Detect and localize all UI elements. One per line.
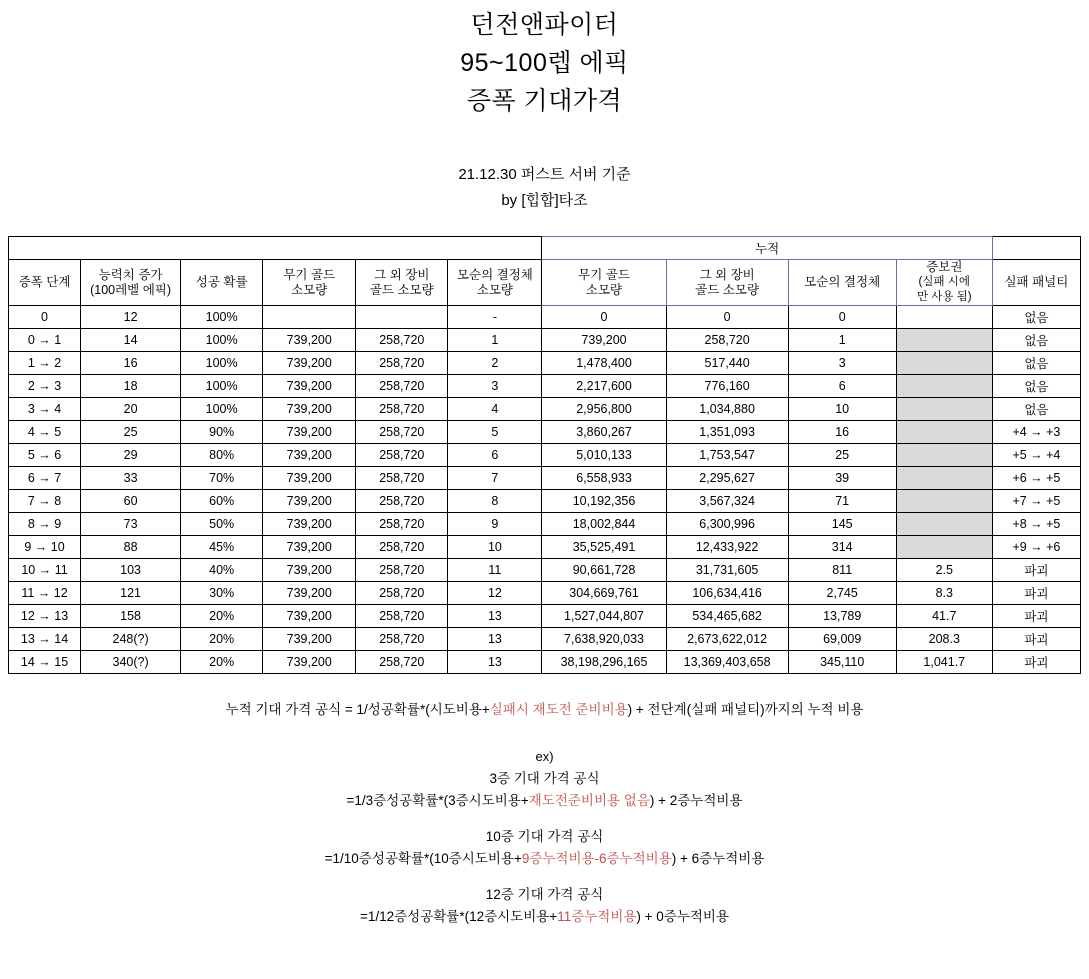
- cell-penalty: 없음: [992, 352, 1080, 375]
- table-row: [9, 329, 1081, 352]
- example-item: [0, 768, 1089, 812]
- examples-block: [0, 746, 1089, 928]
- cell-weapon-gold: 739,200: [263, 329, 356, 352]
- table-row: [9, 467, 1081, 490]
- table-row: [9, 651, 1081, 674]
- cell-stage: 2 → 3: [9, 375, 81, 398]
- cell-weapon-gold: 739,200: [263, 421, 356, 444]
- document-subtitle: [0, 162, 1089, 214]
- cell-ticket: [896, 329, 992, 352]
- table-row: [9, 375, 1081, 398]
- cell-other-gold: 258,720: [356, 375, 448, 398]
- table-row: [9, 536, 1081, 559]
- cell-other-gold: 258,720: [356, 329, 448, 352]
- cell-cum-crystal: 2,745: [788, 582, 896, 605]
- cell-ticket: [896, 490, 992, 513]
- cell-cum-weapon-gold: 10,192,356: [542, 490, 666, 513]
- cell-stage: 5 → 6: [9, 444, 81, 467]
- cell-stage: 7 → 8: [9, 490, 81, 513]
- cell-crystal: 13: [448, 651, 542, 674]
- amplification-table: [8, 236, 1081, 674]
- example-formula-red: 재도전준비비용 없음: [528, 793, 650, 808]
- cell-stat: 340(?): [81, 651, 181, 674]
- cell-rate: 40%: [181, 559, 263, 582]
- cell-stat: 14: [81, 329, 181, 352]
- cell-other-gold: 258,720: [356, 444, 448, 467]
- cell-weapon-gold: 739,200: [263, 513, 356, 536]
- example-formula-post: ) + 0증누적비용: [636, 909, 730, 924]
- cell-stage: 0: [9, 306, 81, 329]
- cell-cum-other-gold: 0: [666, 306, 788, 329]
- example-formula: [0, 906, 1089, 928]
- table-row: [9, 421, 1081, 444]
- example-formula-post: ) + 6증누적비용: [671, 851, 765, 866]
- cell-other-gold: 258,720: [356, 352, 448, 375]
- cell-crystal: 7: [448, 467, 542, 490]
- cell-rate: 20%: [181, 605, 263, 628]
- cell-weapon-gold: 739,200: [263, 467, 356, 490]
- cell-cum-weapon-gold: 6,558,933: [542, 467, 666, 490]
- cell-stage: 8 → 9: [9, 513, 81, 536]
- cell-stat: 73: [81, 513, 181, 536]
- main-formula-part1: 누적 기대 가격 공식 = 1/성공확률*(시도비용+: [225, 702, 490, 717]
- example-title: 10증 기대 가격 공식: [485, 829, 604, 844]
- cell-weapon-gold: 739,200: [263, 490, 356, 513]
- table-row: [9, 628, 1081, 651]
- cell-crystal: 2: [448, 352, 542, 375]
- cell-other-gold: 258,720: [356, 421, 448, 444]
- cell-penalty: 파괴: [992, 559, 1080, 582]
- cell-cum-weapon-gold: 1,527,044,807: [542, 605, 666, 628]
- table-row: [9, 398, 1081, 421]
- cell-cum-weapon-gold: 2,956,800: [542, 398, 666, 421]
- table-row: [9, 605, 1081, 628]
- cell-rate: 80%: [181, 444, 263, 467]
- cell-weapon-gold: 739,200: [263, 605, 356, 628]
- cell-rate: 20%: [181, 651, 263, 674]
- main-formula: [0, 700, 1089, 720]
- cell-penalty: 파괴: [992, 582, 1080, 605]
- example-formula-pre: =1/12증성공확률*(12증시도비용+: [359, 909, 558, 924]
- cell-cum-crystal: 10: [788, 398, 896, 421]
- cell-crystal: 8: [448, 490, 542, 513]
- cell-weapon-gold: 739,200: [263, 536, 356, 559]
- cell-ticket: 8.3: [896, 582, 992, 605]
- cell-cum-crystal: 3: [788, 352, 896, 375]
- cell-rate: 100%: [181, 375, 263, 398]
- cell-cum-weapon-gold: 3,860,267: [542, 421, 666, 444]
- example-formula-red: 11증누적비용: [557, 909, 637, 924]
- cell-weapon-gold: 739,200: [263, 398, 356, 421]
- cell-penalty: +8 → +5: [992, 513, 1080, 536]
- cell-rate: 60%: [181, 490, 263, 513]
- cell-other-gold: 258,720: [356, 559, 448, 582]
- cell-cum-crystal: 1: [788, 329, 896, 352]
- cell-cum-weapon-gold: 38,198,296,165: [542, 651, 666, 674]
- example-formula-pre: =1/3증성공확률*(3증시도비용+: [346, 793, 529, 808]
- cell-stat: 29: [81, 444, 181, 467]
- example-item: [0, 826, 1089, 870]
- title-line-1: 던전앤파이터: [470, 11, 619, 39]
- table-group-header-row: [9, 237, 1081, 260]
- subtitle-date: 21.12.30 퍼스트 서버 기준: [458, 166, 631, 183]
- cell-penalty: +7 → +5: [992, 490, 1080, 513]
- cell-rate: 100%: [181, 398, 263, 421]
- cell-weapon-gold: 739,200: [263, 651, 356, 674]
- cell-stat: 103: [81, 559, 181, 582]
- cell-crystal: 1: [448, 329, 542, 352]
- example-formula: [0, 790, 1089, 812]
- example-formula-post: ) + 2증누적비용: [649, 793, 743, 808]
- cell-cum-crystal: 314: [788, 536, 896, 559]
- header-cum-weapon-line1: 무기 골드: [578, 267, 630, 282]
- cell-rate: 100%: [181, 352, 263, 375]
- header-cum-other-line1: 그 외 장비: [699, 267, 755, 282]
- cell-penalty: 없음: [992, 375, 1080, 398]
- cell-crystal: 13: [448, 605, 542, 628]
- cell-cum-crystal: 71: [788, 490, 896, 513]
- table-row: [9, 490, 1081, 513]
- example-title: 12증 기대 가격 공식: [485, 887, 604, 902]
- cell-cum-weapon-gold: 0: [542, 306, 666, 329]
- cell-stage: 11 → 12: [9, 582, 81, 605]
- cell-stat: 121: [81, 582, 181, 605]
- cell-stage: 4 → 5: [9, 421, 81, 444]
- cell-cum-other-gold: 776,160: [666, 375, 788, 398]
- cell-stat: 16: [81, 352, 181, 375]
- header-stage: 증폭 단계: [9, 260, 81, 306]
- cell-stat: 25: [81, 421, 181, 444]
- cell-crystal: 9: [448, 513, 542, 536]
- header-ticket-line1: 증보권: [926, 260, 963, 274]
- example-title: 3증 기대 가격 공식: [489, 771, 600, 786]
- cell-other-gold: 258,720: [356, 536, 448, 559]
- table-row: [9, 444, 1081, 467]
- cell-cum-other-gold: 6,300,996: [666, 513, 788, 536]
- main-formula-red: 실패시 재도전 준비비용: [489, 702, 628, 717]
- main-formula-text: [0, 700, 1089, 720]
- cell-penalty: 파괴: [992, 605, 1080, 628]
- cell-weapon-gold: 739,200: [263, 582, 356, 605]
- cell-stat: 248(?): [81, 628, 181, 651]
- cell-cum-weapon-gold: 7,638,920,033: [542, 628, 666, 651]
- cell-other-gold: 258,720: [356, 513, 448, 536]
- cell-other-gold: 258,720: [356, 398, 448, 421]
- cell-cum-weapon-gold: 304,669,761: [542, 582, 666, 605]
- header-ticket: [896, 260, 992, 306]
- cell-cum-crystal: 0: [788, 306, 896, 329]
- header-ticket-line2: (실패 시에: [918, 276, 971, 288]
- header-stat-increase-sub: (100레벨 에픽): [90, 282, 172, 297]
- cell-cum-other-gold: 258,720: [666, 329, 788, 352]
- cell-rate: 20%: [181, 628, 263, 651]
- cell-cum-weapon-gold: 18,002,844: [542, 513, 666, 536]
- cell-cum-weapon-gold: 5,010,133: [542, 444, 666, 467]
- cell-other-gold: 258,720: [356, 605, 448, 628]
- subtitle-author: by [힙합]타조: [501, 192, 588, 209]
- cell-crystal: 6: [448, 444, 542, 467]
- cell-cum-other-gold: 517,440: [666, 352, 788, 375]
- example-item: [0, 884, 1089, 928]
- cell-crystal: 10: [448, 536, 542, 559]
- cell-stat: 158: [81, 605, 181, 628]
- cell-cum-other-gold: 2,673,622,012: [666, 628, 788, 651]
- cell-cum-crystal: 69,009: [788, 628, 896, 651]
- cell-stat: 20: [81, 398, 181, 421]
- cell-cum-weapon-gold: 90,661,728: [542, 559, 666, 582]
- cell-stage: 6 → 7: [9, 467, 81, 490]
- table-row: [9, 582, 1081, 605]
- cell-crystal: 4: [448, 398, 542, 421]
- cell-ticket: [896, 306, 992, 329]
- cell-other-gold: 258,720: [356, 651, 448, 674]
- cell-weapon-gold: 739,200: [263, 352, 356, 375]
- cell-penalty: +6 → +5: [992, 467, 1080, 490]
- header-crystal: [448, 260, 542, 306]
- cell-cum-other-gold: 13,369,403,658: [666, 651, 788, 674]
- cell-other-gold: 258,720: [356, 490, 448, 513]
- table-row: [9, 513, 1081, 536]
- cell-cum-crystal: 16: [788, 421, 896, 444]
- cell-cum-other-gold: 3,567,324: [666, 490, 788, 513]
- cell-cum-other-gold: 534,465,682: [666, 605, 788, 628]
- cell-rate: 50%: [181, 513, 263, 536]
- cell-stage: 14 → 15: [9, 651, 81, 674]
- cell-cum-weapon-gold: 2,217,600: [542, 375, 666, 398]
- cell-cum-weapon-gold: 35,525,491: [542, 536, 666, 559]
- cell-penalty: 없음: [992, 398, 1080, 421]
- document-title: [0, 0, 1089, 120]
- cell-penalty: 파괴: [992, 651, 1080, 674]
- table-row: [9, 352, 1081, 375]
- cell-penalty: 파괴: [992, 628, 1080, 651]
- amplification-table-container: [0, 236, 1089, 674]
- header-cum-crystal: 모순의 결정체: [788, 260, 896, 306]
- cell-ticket: 41.7: [896, 605, 992, 628]
- header-cum-weapon-gold: [542, 260, 666, 306]
- cell-penalty: 없음: [992, 329, 1080, 352]
- cell-cum-weapon-gold: 739,200: [542, 329, 666, 352]
- cell-cum-crystal: 13,789: [788, 605, 896, 628]
- cell-ticket: [896, 444, 992, 467]
- cell-cum-other-gold: 31,731,605: [666, 559, 788, 582]
- cell-stage: 9 → 10: [9, 536, 81, 559]
- example-formula-red: 9증누적비용-6증누적비용: [521, 851, 672, 866]
- table-row: [9, 306, 1081, 329]
- cell-ticket: [896, 513, 992, 536]
- header-weapon-gold-line2: 소모량: [291, 282, 328, 297]
- header-other-gold-line2: 골드 소모량: [369, 282, 434, 297]
- cell-rate: 30%: [181, 582, 263, 605]
- cell-crystal: -: [448, 306, 542, 329]
- title-line-2: 95~100렙 에픽: [460, 49, 629, 77]
- cell-cum-crystal: 25: [788, 444, 896, 467]
- cell-weapon-gold: 739,200: [263, 444, 356, 467]
- cell-stage: 1 → 2: [9, 352, 81, 375]
- cell-stage: 12 → 13: [9, 605, 81, 628]
- table-header-row: [9, 260, 1081, 306]
- cell-ticket: 1,041.7: [896, 651, 992, 674]
- cell-rate: 70%: [181, 467, 263, 490]
- cell-other-gold: 258,720: [356, 582, 448, 605]
- cell-stage: 10 → 11: [9, 559, 81, 582]
- cell-crystal: 11: [448, 559, 542, 582]
- title-line-3: 증폭 기대가격: [466, 87, 623, 115]
- group-header-spacer: [9, 237, 542, 260]
- cell-stage: 13 → 14: [9, 628, 81, 651]
- cell-cum-crystal: 6: [788, 375, 896, 398]
- cell-stat: 18: [81, 375, 181, 398]
- cell-ticket: [896, 421, 992, 444]
- group-header-cumulative: 누적: [542, 237, 992, 260]
- cell-ticket: 208.3: [896, 628, 992, 651]
- cell-weapon-gold: 739,200: [263, 559, 356, 582]
- cell-cum-other-gold: 2,295,627: [666, 467, 788, 490]
- cell-weapon-gold: [263, 306, 356, 329]
- cell-rate: 90%: [181, 421, 263, 444]
- table-row: [9, 559, 1081, 582]
- cell-cum-other-gold: 1,351,093: [666, 421, 788, 444]
- cell-cum-crystal: 811: [788, 559, 896, 582]
- cell-ticket: [896, 467, 992, 490]
- header-ticket-line3: 만 사용 됨): [916, 291, 972, 303]
- header-cum-other-line2: 골드 소모량: [695, 282, 760, 297]
- cell-stat: 33: [81, 467, 181, 490]
- cell-cum-crystal: 39: [788, 467, 896, 490]
- cell-cum-other-gold: 1,034,880: [666, 398, 788, 421]
- group-header-spacer-right: [992, 237, 1080, 260]
- cell-stat: 88: [81, 536, 181, 559]
- cell-other-gold: [356, 306, 448, 329]
- cell-ticket: [896, 536, 992, 559]
- cell-stat: 12: [81, 306, 181, 329]
- header-other-gold-line1: 그 외 장비: [374, 267, 430, 282]
- header-weapon-gold: [263, 260, 356, 306]
- header-crystal-line2: 소모량: [476, 282, 514, 297]
- cell-ticket: [896, 352, 992, 375]
- cell-ticket: [896, 398, 992, 421]
- header-weapon-gold-line1: 무기 골드: [283, 267, 336, 282]
- header-cum-weapon-line2: 소모량: [585, 282, 623, 297]
- cell-penalty: +9 → +6: [992, 536, 1080, 559]
- main-formula-part2: ) + 전단계(실패 패널티)까지의 누적 비용: [627, 702, 864, 717]
- cell-cum-crystal: 145: [788, 513, 896, 536]
- header-fail-penalty: 실패 패널티: [992, 260, 1080, 306]
- cell-crystal: 12: [448, 582, 542, 605]
- cell-stage: 3 → 4: [9, 398, 81, 421]
- header-cum-other-gold: [666, 260, 788, 306]
- cell-ticket: 2.5: [896, 559, 992, 582]
- cell-penalty: +5 → +4: [992, 444, 1080, 467]
- header-stat-increase: [81, 260, 181, 306]
- example-formula: [0, 848, 1089, 870]
- cell-rate: 100%: [181, 306, 263, 329]
- header-success-rate: 성공 확률: [181, 260, 263, 306]
- cell-rate: 100%: [181, 329, 263, 352]
- cell-stage: 0 → 1: [9, 329, 81, 352]
- cell-weapon-gold: 739,200: [263, 375, 356, 398]
- header-crystal-line1: 모순의 결정체: [456, 267, 533, 282]
- cell-crystal: 5: [448, 421, 542, 444]
- cell-penalty: +4 → +3: [992, 421, 1080, 444]
- cell-ticket: [896, 375, 992, 398]
- cell-cum-other-gold: 1,753,547: [666, 444, 788, 467]
- cell-cum-weapon-gold: 1,478,400: [542, 352, 666, 375]
- cell-cum-crystal: 345,110: [788, 651, 896, 674]
- header-other-gold: [356, 260, 448, 306]
- cell-penalty: 없음: [992, 306, 1080, 329]
- header-stat-increase-main: 능력치 증가: [98, 267, 163, 282]
- cell-stat: 60: [81, 490, 181, 513]
- cell-crystal: 13: [448, 628, 542, 651]
- cell-weapon-gold: 739,200: [263, 628, 356, 651]
- cell-rate: 45%: [181, 536, 263, 559]
- cell-crystal: 3: [448, 375, 542, 398]
- example-formula-pre: =1/10증성공확률*(10증시도비용+: [324, 851, 522, 866]
- cell-cum-other-gold: 12,433,922: [666, 536, 788, 559]
- cell-cum-other-gold: 106,634,416: [666, 582, 788, 605]
- example-label: ex): [535, 749, 554, 764]
- cell-other-gold: 258,720: [356, 467, 448, 490]
- cell-other-gold: 258,720: [356, 628, 448, 651]
